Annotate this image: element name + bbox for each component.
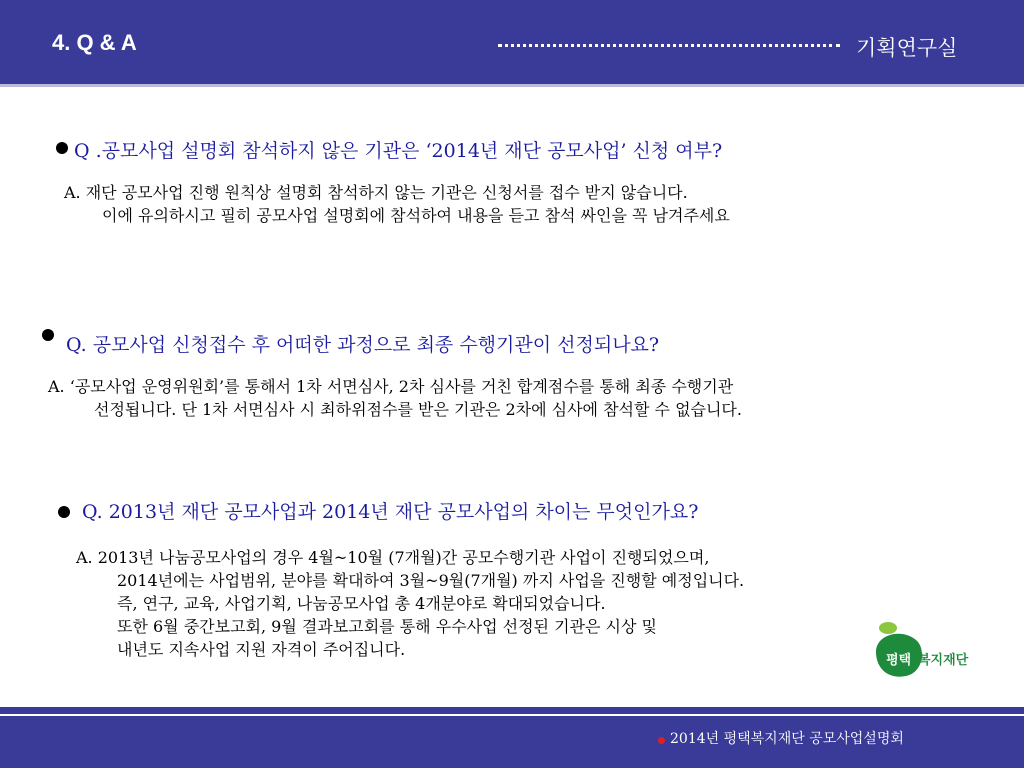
answer-3-line-5: 내년도 지속사업 지원 자격이 주어집니다. bbox=[117, 640, 406, 659]
answer-3 bbox=[76, 546, 744, 661]
answer-3-line-3: 즉, 연구, 교육, 사업기획, 나눔공모사업 총 4개분야로 확대되었습니다. bbox=[117, 594, 606, 613]
answer-1-line-2: 이에 유의하시고 필히 공모사업 설명회에 참석하여 내용을 듣고 참석 싸인을 꼭 남겨주세요 bbox=[102, 206, 730, 225]
logo-icon bbox=[872, 618, 990, 682]
answer-3-line-4: 또한 6월 중간보고회, 9월 결과보고회를 통해 우수사업 선정된 기관은 시상 및 bbox=[117, 617, 657, 636]
header-dotted-line bbox=[498, 44, 840, 47]
answer-2-line-2: 선정됩니다. 단 1차 서면심사 시 최하위점수를 받은 기관은 2차에 심사에 참석할 수 없습니다. bbox=[94, 400, 742, 419]
question-1: Q .공모사업 설명회 참석하지 않은 기관은 ‘2014년 재단 공모사업’ 신청 여부? bbox=[74, 140, 723, 162]
bullet-icon bbox=[56, 142, 68, 154]
answer-2-line-1: A. ‘공모사업 운영위원회’를 통해서 1차 서면심사, 2차 심사를 거친 합계점수를 통해 최종 수행기관 bbox=[48, 377, 734, 396]
department-label: 기획연구실 bbox=[856, 36, 958, 60]
bullet-icon bbox=[58, 506, 70, 518]
foundation-logo bbox=[872, 618, 990, 682]
answer-1 bbox=[64, 181, 730, 227]
question-3: Q. 2013년 재단 공모사업과 2014년 재단 공모사업의 차이는 무엇인가요? bbox=[82, 501, 699, 523]
question-2: Q. 공모사업 신청접수 후 어떠한 과정으로 최종 수행기관이 선정되나요? bbox=[66, 334, 660, 356]
page-title: 4. Q & A bbox=[52, 30, 137, 55]
header-divider bbox=[0, 84, 1024, 87]
footer-stripe bbox=[0, 707, 1024, 714]
footer-text: 2014년 평택복지재단 공모사업설명회 bbox=[670, 731, 904, 747]
answer-1-line-1: A. 재단 공모사업 진행 원칙상 설명회 참석하지 않는 기관은 신청서를 접수 받지 않습니다. bbox=[64, 183, 688, 202]
answer-3-line-1: A. 2013년 나눔공모사업의 경우 4월~10월 (7개월)간 공모수행기관 사업이 진행되었으며, bbox=[76, 548, 710, 567]
bullet-icon bbox=[42, 329, 54, 341]
answer-2 bbox=[48, 375, 742, 421]
footer-bullet-icon bbox=[658, 737, 665, 744]
answer-3-line-2: 2014년에는 사업범위, 분야를 확대하여 3월~9월(7개월) 까지 사업을 진행할 예정입니다. bbox=[117, 571, 745, 590]
logo-text-2: 복지재단 bbox=[918, 653, 969, 668]
logo-text-1: 평택 bbox=[886, 653, 912, 668]
